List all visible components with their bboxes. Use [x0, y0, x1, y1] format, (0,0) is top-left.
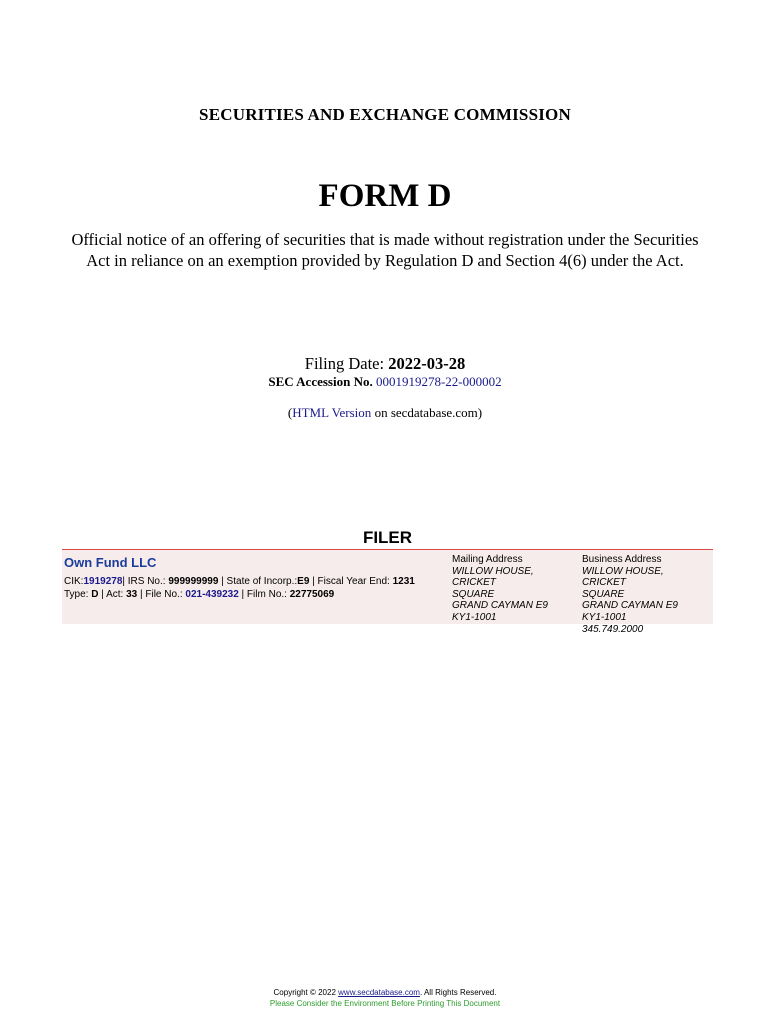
irs-value: 999999999	[168, 576, 219, 587]
act-value: 33	[126, 589, 138, 600]
filer-filing-info	[64, 589, 334, 600]
filing-date-label: Filing Date:	[304, 354, 385, 373]
copyright-line	[0, 987, 770, 998]
notice-line-1: Official notice of an offering of securities that is made without registration under the Securities	[71, 230, 699, 249]
fiscal-year-label: | Fiscal Year End:	[309, 576, 393, 587]
mailing-address	[452, 554, 580, 624]
accession-value[interactable]: 0001919278-22-000002	[375, 374, 502, 389]
accession-label: SEC Accession No.	[268, 374, 373, 389]
business-address-line: GRAND CAYMAN E9	[582, 600, 678, 612]
copyright-suffix: . All Rights Reserved.	[419, 988, 497, 997]
cik-label: CIK:	[64, 576, 84, 587]
fiscal-year-value: 1231	[392, 576, 415, 587]
html-version-tail: on secdatabase.com)	[371, 405, 483, 420]
notice-text	[0, 229, 770, 271]
business-address-title: Business Address	[582, 554, 662, 565]
accession-number	[0, 374, 770, 390]
filing-date	[0, 354, 770, 374]
footer	[0, 987, 770, 1009]
filer-name-link[interactable]: Own Fund LLC	[64, 555, 157, 570]
cik-link[interactable]: 1919278	[83, 576, 123, 587]
type-value: D	[91, 589, 99, 600]
film-no-label: | Film No.:	[238, 589, 290, 600]
file-no-label: | File No.:	[137, 589, 186, 600]
html-version-note	[0, 405, 770, 421]
mailing-address-line: KY1-1001	[452, 611, 497, 623]
film-no-value: 22775069	[289, 589, 335, 600]
filer-box	[62, 549, 713, 635]
file-no-link[interactable]: 021-439232	[185, 589, 239, 600]
environment-note: Please Consider the Environment Before Printing This Document	[269, 999, 501, 1008]
business-address-line: KY1-1001	[582, 611, 627, 623]
type-label: Type:	[64, 589, 92, 600]
business-phone: 345.749.2000	[582, 623, 644, 635]
irs-label: | IRS No.:	[122, 576, 169, 587]
notice-line-2: Act in reliance on an exemption provided by Regulation D and Section 4(6) under the Act.	[86, 251, 684, 270]
filer-identifiers	[64, 576, 415, 587]
business-address-line: WILLOW HOUSE, CRICKET	[582, 565, 664, 589]
business-address-line: SQUARE	[582, 588, 625, 600]
html-version-link[interactable]: HTML Version	[292, 405, 372, 420]
state-value: E9	[297, 576, 310, 587]
html-version-open: (	[287, 405, 293, 420]
commission-title: SECURITIES AND EXCHANGE COMMISSION	[199, 105, 571, 124]
mailing-address-line: SQUARE	[452, 588, 495, 600]
filer-heading: FILER	[362, 528, 413, 547]
mailing-address-line: WILLOW HOUSE, CRICKET	[452, 565, 534, 589]
mailing-address-line: GRAND CAYMAN E9	[452, 600, 548, 612]
form-title: FORM D	[318, 178, 452, 214]
business-address	[582, 554, 710, 635]
secdatabase-link[interactable]: www.secdatabase.com	[338, 988, 420, 997]
act-label: | Act:	[98, 589, 127, 600]
mailing-address-title: Mailing Address	[452, 554, 523, 565]
state-label: | State of Incorp.:	[218, 576, 298, 587]
copyright-prefix: Copyright © 2022	[273, 988, 339, 997]
filing-date-value: 2022-03-28	[388, 354, 466, 373]
